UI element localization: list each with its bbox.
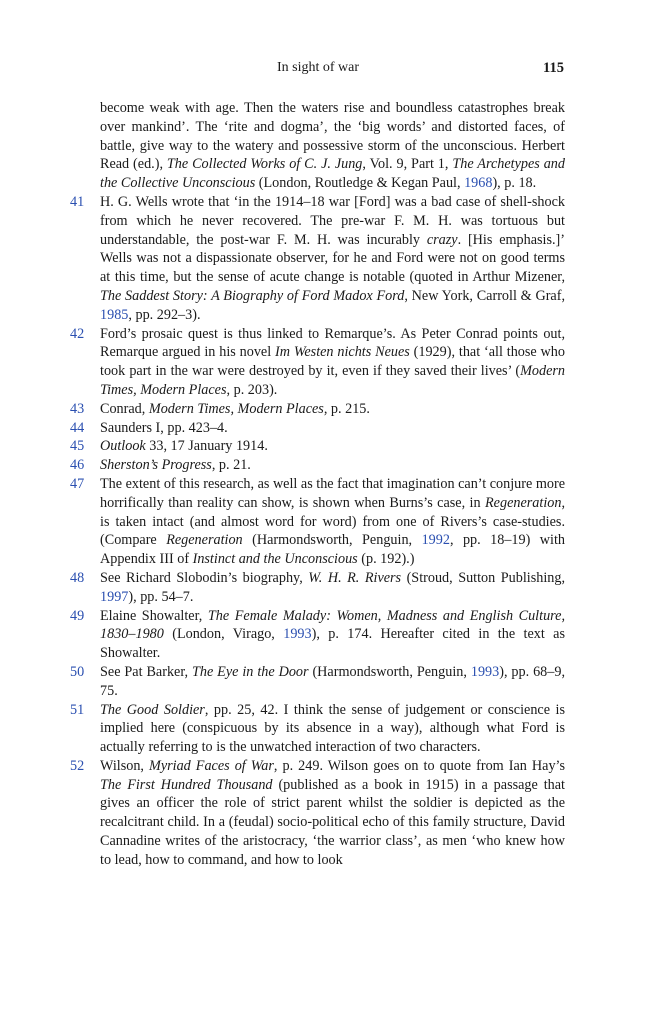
text-run: (p. 192).) [357,551,415,568]
text-run: become weak with age. Then the waters rise and boundless catastrophes break over mankind’. The ‘rite and dogma’, the ‘big words’ and distorted faces, of battle, give way to the watery and possessive storm of the unconscious. Herbert Read (ed.), [100,100,565,173]
italic-title: The Collected Works of C. J. Jung [166,156,363,173]
text-run: The extent of this research, as well as the fact that imagination can’t conjure more horrifically than reality can show, is shown when Burns’s case, in [100,475,565,511]
text-run: ), p. 18. [492,175,537,192]
text-run: Saunders I, pp. 423–4. [100,419,228,436]
italic-title: Instinct and the Unconscious [192,551,358,568]
italic-title: Modern Times, Modern Places [148,400,324,417]
endnote-number-link[interactable]: 42 [70,325,85,342]
page-header [0,60,650,80]
italic-title: The Saddest Story: A Biography of Ford Madox Ford [100,287,405,304]
text-run: ), pp. 68–9, 75. [100,663,565,699]
endnote-text [100,99,565,193]
year-link[interactable]: 1993 [470,663,500,680]
endnote-number-link[interactable]: 48 [70,569,85,586]
text-run: , New York, Carroll & Graf, [404,287,565,304]
text-run: (Harmondsworth, Penguin, [308,663,471,680]
endnote-number-link[interactable]: 51 [70,701,85,718]
text-run: , pp. 292–3). [128,306,201,323]
italic-title: The Female Malady: Women, Madness and English Culture, 1830–1980 [100,607,565,643]
endnote-number-link[interactable]: 49 [70,607,85,624]
text-run: , pp. 25, 42. I think the sense of judgement or conscience is implied here (conspicuous by its absence in a way), although what Ford is actually referring to is the unwatched interaction of two characters. [100,701,566,756]
endnote [70,456,565,475]
text-run: (Harmondsworth, Penguin, [242,532,422,549]
endnote [100,99,565,193]
text-run: Conrad, [100,400,149,417]
text-run: , p. 21. [211,457,251,474]
endnote-number-link[interactable]: 50 [70,663,85,680]
text-run: See Pat Barker, [100,663,192,680]
text-run: Elaine Showalter, [100,607,208,624]
text-run: 33, 17 January 1914. [145,438,268,455]
text-run: (published as a book in 1915) in a passage that gives an officer the role of strict parent whilst the soldier is depicted as the recalcitrant child. In a (feudal) socio-political echo of this family structure, David Cannadine writes of the aristocracy, ‘the warrior class’, as men ‘who knew how to lead, how to command, and how to look [100,776,565,868]
text-run: , p. 249. Wilson goes on to quote from Ian Hay’s [273,757,565,774]
endnote [70,569,565,607]
endnote-text [100,701,565,757]
italic-title: The Archetypes and the Collective Unconscious [100,156,565,192]
endnote-text [100,569,565,607]
italic-title: The First Hundred Thousand [100,776,273,793]
endnote-text [100,663,565,701]
endnote-text [100,400,565,419]
italic-title: Outlook [100,438,146,455]
text-run: ), p. 174. Hereafter cited in the text as Showalter. [100,626,565,662]
endnote [70,607,565,663]
italic-title: W. H. R. Rivers [308,569,402,586]
endnote [70,400,565,419]
text-run: (London, Virago, [163,626,284,643]
text-run: See Richard Slobodin’s biography, [100,569,309,586]
endnote-text [100,607,565,663]
endnote-text [100,419,565,438]
endnote-number-link[interactable]: 45 [70,438,85,455]
endnote [70,701,566,757]
italic-title: Modern Times, Modern Places [100,363,565,398]
year-link[interactable]: 1985 [100,306,129,323]
year-link[interactable]: 1997 [100,588,129,605]
endnote-text [100,475,565,569]
page-number: 115 [543,60,564,76]
endnote-text [100,325,565,400]
text-run: (London, Routledge & Kegan Paul, [255,175,465,192]
endnote-text [100,456,565,475]
endnote-number-link[interactable]: 46 [70,457,85,474]
text-run: (Stroud, Sutton Publishing, [401,569,565,586]
endnote [70,475,566,569]
text-run: , pp. 18–19) with Appendix III of [100,532,566,568]
text-run: H. G. Wells wrote that ‘in the 1914–18 war [Ford] was a bad case of shell-shock from which he never recovered. The pre-war F. M. H. was tortuous but understandable, the post-war F. M. H. was incurably [100,193,565,248]
year-link[interactable]: 1992 [421,532,450,549]
italic-title: The Good Soldier [100,701,205,718]
text-run: (1929), that ‘all those who took part in the war were destroyed by it, even if they saved their lives’ ( [100,344,565,380]
endnote-number-link[interactable]: 44 [70,419,85,436]
endnote [70,325,565,400]
endnote-number-link[interactable]: 47 [70,475,85,492]
endnote [70,419,565,438]
text-run: Wilson, [100,757,149,774]
running-title: In sight of war [276,60,360,75]
endnote-number-link[interactable]: 52 [70,757,85,774]
endnotes-list [70,99,566,870]
italic-title: Im Westen nichts Neues [275,344,410,361]
italic-title: Regeneration [166,532,243,549]
text-run: Ford’s prosaic quest is thus linked to Remarque’s. As Peter Conrad points out, Remarque argued in his novel [100,325,565,361]
text-run: , is taken intact (and almost word for word) from one of Rivers’s case-studies. (Compare [100,494,565,549]
italic-title: The Eye in the Door [191,663,309,680]
year-link[interactable]: 1968 [464,175,493,192]
endnote [70,193,565,325]
italic-title: crazy [426,231,458,248]
italic-title: Myriad Faces of War [149,757,274,774]
text-run: ), pp. 54–7. [128,588,194,605]
text-run: , p. 203). [226,381,278,398]
italic-title: Sherston’s Progress [100,457,212,474]
endnote-text [100,437,565,456]
endnote-text [100,757,565,870]
endnote [70,437,565,456]
endnote-number-link[interactable]: 43 [70,400,85,417]
endnote [70,663,565,701]
endnote [70,757,565,870]
italic-title: Regeneration [485,494,562,511]
endnote-number-link[interactable]: 41 [70,193,85,210]
text-run: , Vol. 9, Part 1, [362,156,453,173]
text-run: , p. 215. [323,400,370,417]
year-link[interactable]: 1993 [283,626,312,643]
text-run: . [His emphasis.]’ Wells was not a dispassionate observer, for he and Ford were not on good terms at this time, but the sense of acute change is notable (quoted in Arthur Mizener, [100,231,565,286]
endnote-text [100,193,565,325]
